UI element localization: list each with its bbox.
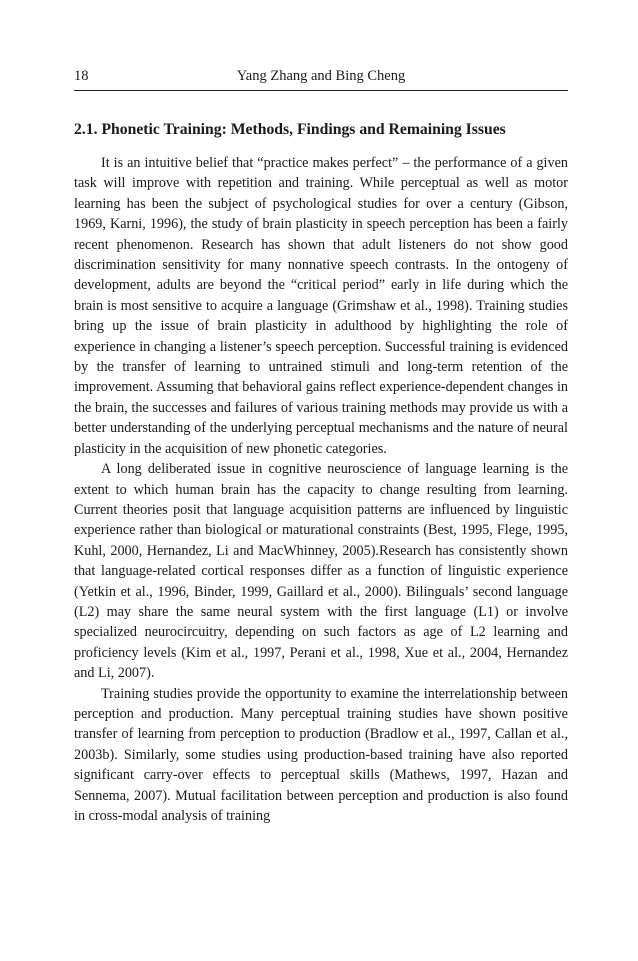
page	[74, 66, 568, 826]
page-number: 18	[74, 68, 89, 84]
running-header	[74, 66, 568, 91]
paragraph: Training studies provide the opportunity to examine the interrelationship between perception and production. Many perceptual training studies have shown positive transfer of learning from perception to production (Bradlow et al., 1997, Callan et al., 2003b). Similarly, some studies using production-based training have also reported significant carry-over effects to perceptual skills (Mathews, 1997, Hazan and Sennema, 2007). Mutual facilitation between perception and production is also found in cross-modal analysis of training	[74, 685, 568, 824]
body-text	[74, 153, 568, 826]
paragraph: It is an intuitive belief that “practice makes perfect” – the performance of a given task will improve with repetition and training. While perceptual as well as motor learning has been the subject of psychological studies for over a century (Gibson, 1969, Karni, 1996), the study of brain plasticity in speech perception has been a fairly recent phenomenon. Research has shown that adult listeners do not show good discrimination sensitivity for many nonnative speech contrasts. In the ontogeny of development, adults are beyond the “critical period” early in life during which the brain is most sensitive to acquire a language (Grimshaw et al., 1998). Training studies bring up the issue of brain plasticity in adulthood by highlighting the role of experience in changing a listener’s speech perception. Successful training is evidenced by the transfer of learning to untrained stimuli and long-term retention of the improvement. Assuming that behavioral gains reflect experience-dependent changes in the brain, the successes and failures of various training methods may provide us with a better understanding of the underlying perceptual mechanisms and the nature of neural plasticity in the acquisition of new phonetic categories.	[74, 155, 568, 457]
running-head-authors: Yang Zhang and Bing Cheng	[236, 68, 406, 84]
paragraph: A long deliberated issue in cognitive neuroscience of language learning is the extent to which human brain has the capacity to change resulting from learning. Current theories posit that language acquisition patterns are influenced by linguistic experience rather than biological or maturational constraints (Best, 1995, Flege, 1995, Kuhl, 2000, Hernandez, Li and MacWhinney, 2005).Research has consistently shown that language-related cortical responses differ as a function of linguistic experience (Yetkin et al., 1996, Binder, 1999, Gaillard et al., 2000). Bilinguals’ second language (L2) may share the same neural system with the first language (L1) or involve specialized neurocircuitry, depending on such factors as age of L2 learning and proficiency levels (Kim et al., 1997, Perani et al., 1998, Xue et al., 2004, Hernandez and Li, 2007).	[74, 461, 568, 682]
section-heading: 2.1. Phonetic Training: Methods, Findings and Remaining Issues	[74, 121, 506, 138]
